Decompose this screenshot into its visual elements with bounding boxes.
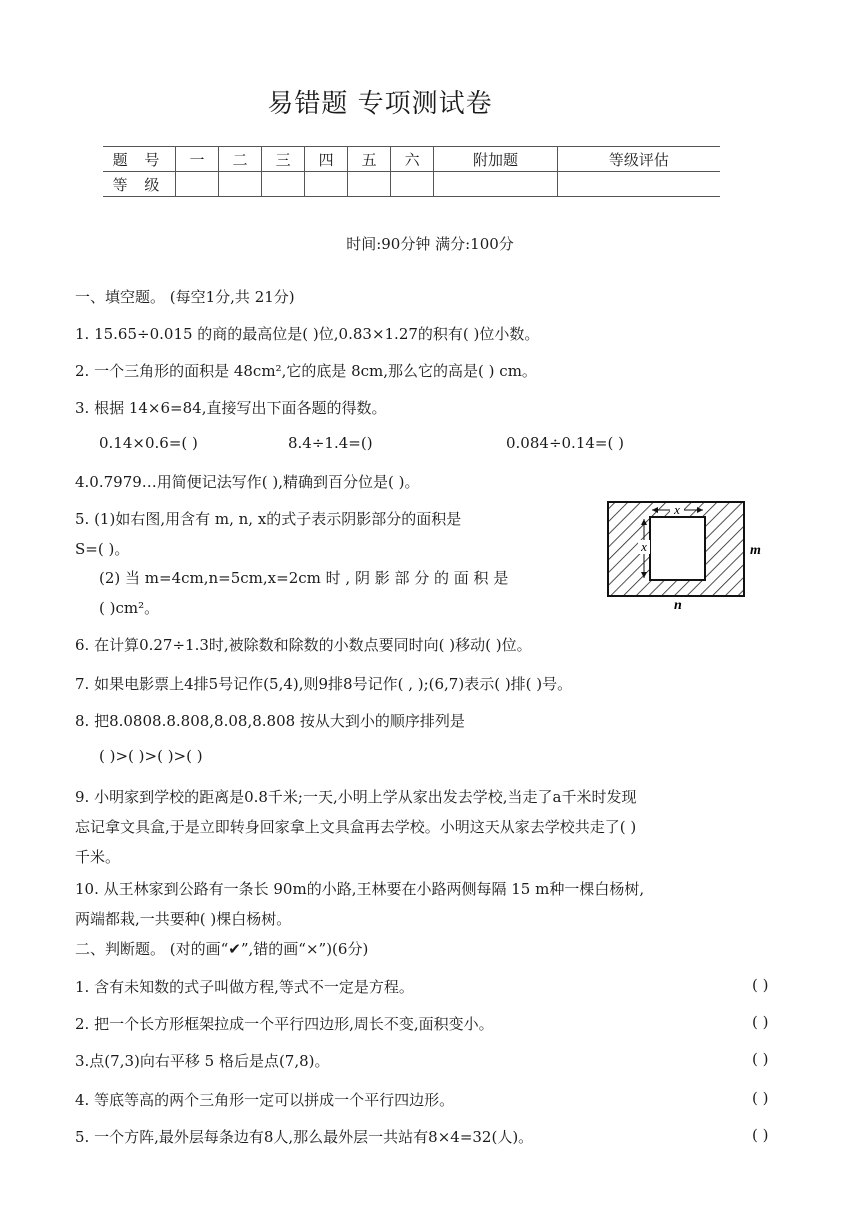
grade-table-row-label: 等 级: [103, 172, 176, 197]
grade-input-cell[interactable]: [219, 172, 262, 197]
question-3: 3. 根据 14×6=84,直接写出下面各题的得数。: [75, 399, 387, 417]
section2-heading: 二、判断题。 (对的画“✔”,错的画“×”)(6分): [75, 940, 369, 958]
section1-heading: 一、填空题。 (每空1分,共 21分): [75, 288, 295, 306]
grade-table-cell: 三: [262, 147, 305, 172]
question-7: 7. 如果电影票上4排5号记作(5,4),则9排8号记作( , );(6,7)表示( )排( )号。: [75, 675, 573, 693]
grade-table-cell: 等级评估: [557, 147, 720, 172]
question-3c: 0.084÷0.14=( ): [506, 434, 624, 452]
question-8-blanks: ( )>( )>( )>( ): [99, 747, 203, 765]
x-top-label: x: [674, 502, 680, 517]
x-side-label: x: [641, 539, 647, 554]
judge-item-1: 1. 含有未知数的式子叫做方程,等式不一定是方程。: [75, 978, 414, 996]
judge-answer-3[interactable]: ( ): [752, 1050, 769, 1068]
question-10-line2: 两端都栽,一共要种( )棵白杨树。: [75, 910, 292, 928]
question-8: 8. 把8.0808.8.808,8.08,8.808 按从大到小的顺序排列是: [75, 712, 465, 730]
grade-table-cell: 附加题: [434, 147, 558, 172]
question-9-line2: 忘记拿文具盒,于是立即转身回家拿上文具盒再去学校。小明这天从家去学校共走了( ): [75, 818, 637, 836]
grade-table: [103, 146, 720, 197]
grade-table-cell: 题 号: [103, 147, 176, 172]
question-10-line1: 10. 从王林家到公路有一条长 90m的小路,王林要在小路两侧每隔 15 m种一棵白杨树,: [75, 880, 645, 898]
grade-input-cell[interactable]: [434, 172, 558, 197]
judge-answer-2[interactable]: ( ): [752, 1013, 769, 1031]
question-5-line3: (2) 当 m=4cm,n=5cm,x=2cm 时 , 阴 影 部 分 的 面 积 是: [99, 569, 509, 587]
inner-square: [650, 517, 705, 580]
judge-item-5: 5. 一个方阵,最外层每条边有8人,那么最外层一共站有8×4=32(人)。: [75, 1128, 534, 1146]
grade-input-cell[interactable]: [305, 172, 348, 197]
judge-answer-1[interactable]: ( ): [752, 976, 769, 994]
grade-input-cell[interactable]: [348, 172, 391, 197]
grade-table-cell: 四: [305, 147, 348, 172]
question-9-line1: 9. 小明家到学校的距离是0.8千米;一天,小明上学从家出发去学校,当走了a千米时发现: [75, 788, 637, 806]
question-3b: 8.4÷1.4=(): [288, 434, 373, 452]
grade-table-grade-row: [103, 172, 720, 197]
judge-answer-5[interactable]: ( ): [752, 1126, 769, 1144]
grade-table-cell: 一: [176, 147, 219, 172]
grade-table-cell: 五: [348, 147, 391, 172]
grade-table-header-row: [103, 147, 720, 172]
n-label: n: [674, 598, 682, 610]
m-label: m: [750, 543, 761, 558]
grade-input-cell[interactable]: [176, 172, 219, 197]
grade-table-cell: 二: [219, 147, 262, 172]
judge-item-3: 3.点(7,3)向右平移 5 格后是点(7,8)。: [75, 1052, 330, 1070]
question-5-line4: ( )cm²。: [99, 599, 160, 617]
question-2: 2. 一个三角形的面积是 48cm²,它的底是 8cm,那么它的高是( ) cm。: [75, 362, 537, 380]
question-3a: 0.14×0.6=( ): [99, 434, 198, 452]
grade-input-cell[interactable]: [262, 172, 305, 197]
question-9-line3: 千米。: [75, 848, 121, 866]
grade-table-cell: 六: [391, 147, 434, 172]
question-5-line1: 5. (1)如右图,用含有 m, n, x的式子表示阴影部分的面积是: [75, 510, 462, 528]
shaded-rectangle-figure: [604, 500, 764, 610]
time-info: 时间:90分钟 满分:100分: [346, 235, 514, 253]
judge-answer-4[interactable]: ( ): [752, 1089, 769, 1107]
question-1: 1. 15.65÷0.015 的商的最高位是( )位,0.83×1.27的积有( )位小数。: [75, 325, 540, 343]
question-5-line2: S=( )。: [75, 540, 130, 558]
grade-input-cell[interactable]: [557, 172, 720, 197]
question-6: 6. 在计算0.27÷1.3时,被除数和除数的小数点要同时向( )移动( )位。: [75, 636, 532, 654]
question-4: 4.0.7979…用简便记法写作( ),精确到百分位是( )。: [75, 473, 420, 491]
grade-input-cell[interactable]: [391, 172, 434, 197]
judge-item-4: 4. 等底等高的两个三角形一定可以拼成一个平行四边形。: [75, 1091, 455, 1109]
page-title: 易错题 专项测试卷: [267, 89, 493, 119]
judge-item-2: 2. 把一个长方形框架拉成一个平行四边形,周长不变,面积变小。: [75, 1015, 494, 1033]
